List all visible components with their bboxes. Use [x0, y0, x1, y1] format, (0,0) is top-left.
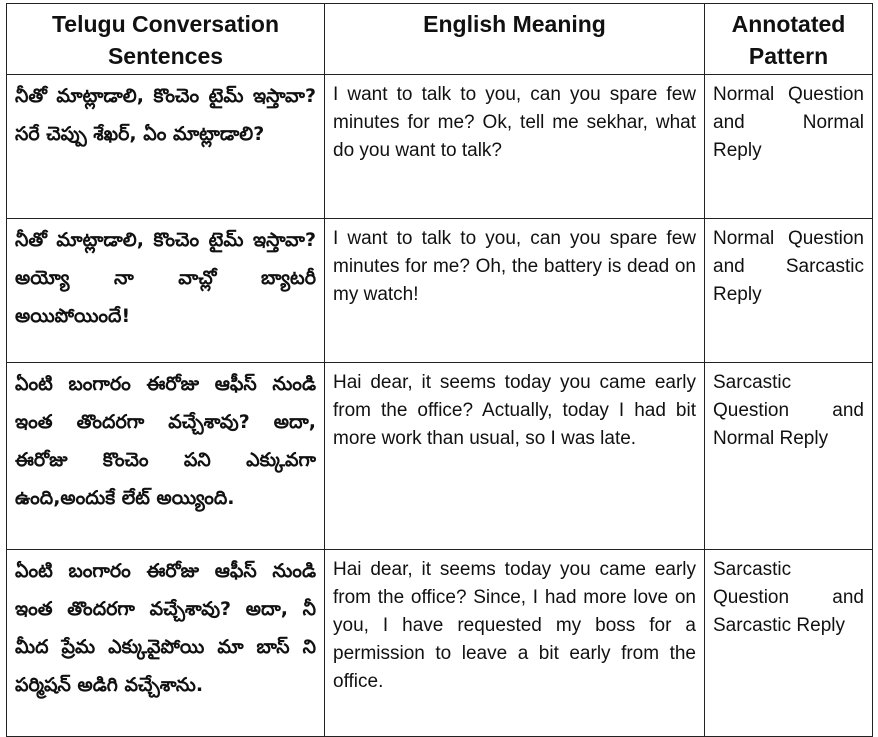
english-cell: I want to talk to you, can you spare few minutes for me? Oh, the battery is dead on my watch!: [325, 219, 705, 363]
table-row: [7, 363, 873, 550]
table-header: [7, 4, 873, 75]
telugu-cell: ఏంటి బంగారం ఈరోజు ఆఫీస్ నుండి ఇంత తొందరగా వచ్చేశావు? అదా, ఈరోజు కొంచెం పని ఎక్కువగా ఉంది,అందుకే లేట్ అయ్యింది.: [7, 363, 325, 550]
pattern-cell: Sarcastic Question and Normal Reply: [705, 363, 873, 550]
telugu-cell: నీతో మాట్లాడాలి, కొంచెం టైమ్ ఇస్తావా? సరే చెప్పు శేఖర్, ఏం మాట్లాడాలి?: [7, 75, 325, 219]
english-cell: Hai dear, it seems today you came early from the office? Actually, today I had bit more work than usual, so I was late.: [325, 363, 705, 550]
english-cell: I want to talk to you, can you spare few minutes for me? Ok, tell me sekhar, what do you want to talk?: [325, 75, 705, 219]
header-english: English Meaning: [325, 4, 705, 75]
pattern-cell: Normal Question and Sarcastic Reply: [705, 219, 873, 363]
pattern-cell: Sarcastic Question and Sarcastic Reply: [705, 550, 873, 737]
table-row: [7, 75, 873, 219]
table-row: [7, 219, 873, 363]
english-cell: Hai dear, it seems today you came early from the office? Since, I had more love on you, I have requested my boss for a permission to leave a bit early from the office.: [325, 550, 705, 737]
telugu-cell: ఏంటి బంగారం ఈరోజు ఆఫీస్ నుండి ఇంత తొందరగా వచ్చేశావు? అదా, నీ మీద ప్రేమ ఎక్కువైపోయి మా బాస్ ని పర్మిషన్ అడిగి వచ్చేశాను.: [7, 550, 325, 737]
table-body: [7, 75, 873, 737]
header-row: [7, 4, 873, 75]
table-row: [7, 550, 873, 737]
conversation-table: [6, 3, 873, 737]
pattern-cell: Normal Question and Normal Reply: [705, 75, 873, 219]
telugu-cell: నీతో మాట్లాడాలి, కొంచెం టైమ్ ఇస్తావా? అయ్యో నా వాచ్లో బ్యాటరీ అయిపోయిందే!: [7, 219, 325, 363]
header-telugu: Telugu Conversation Sentences: [7, 4, 325, 75]
header-pattern: Annotated Pattern: [705, 4, 873, 75]
